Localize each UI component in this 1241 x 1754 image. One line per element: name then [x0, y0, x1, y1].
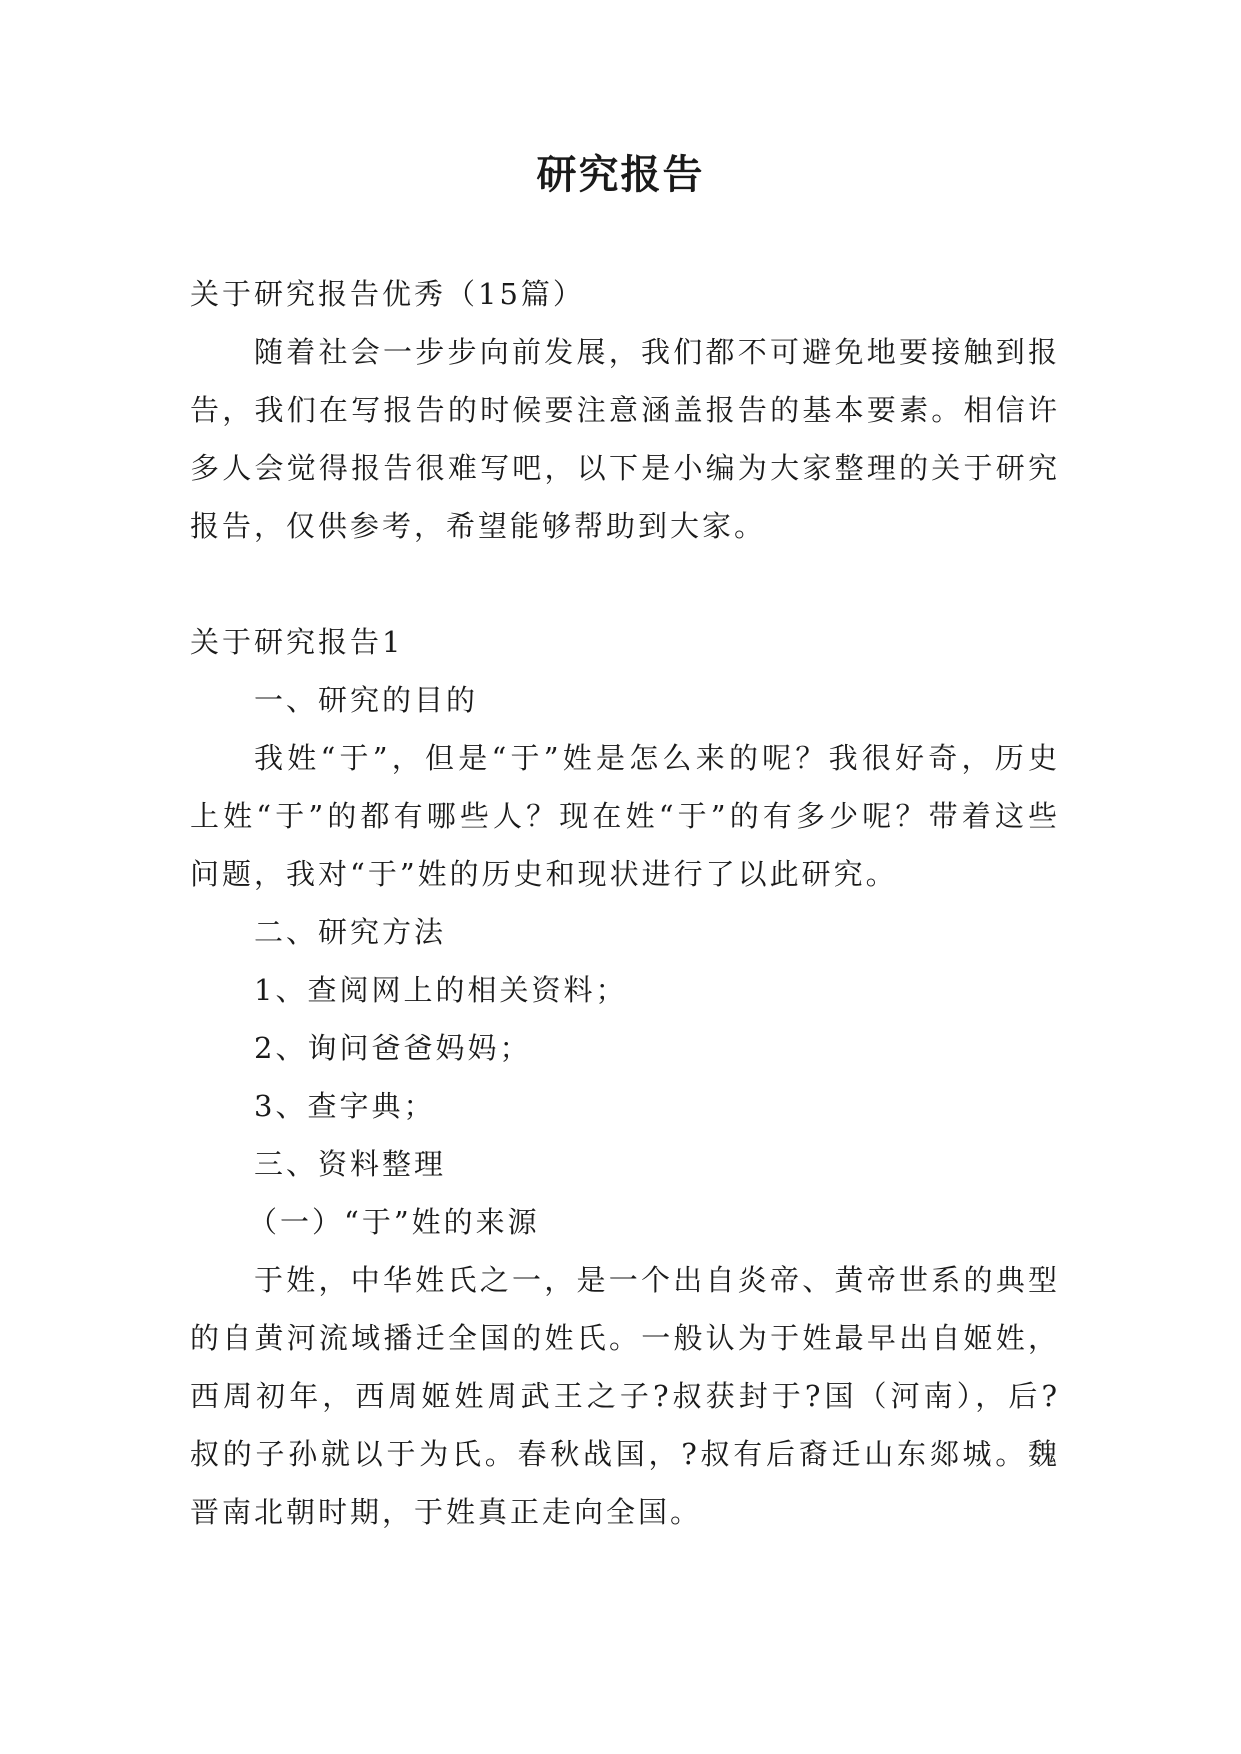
section-spacer: [190, 555, 1060, 613]
subsection-title-origin: （一）“于”姓的来源: [248, 1205, 540, 1239]
origin-paragraph: 于姓，中华姓氏之一，是一个出自炎帝、黄帝世系的典型的自黄河流域播迁全国的姓氏。一般认为于姓最早出自姬姓，西周初年，西周姬姓周武王之子?叔获封于?国（河南），后?叔的子孙就以于为氏。春秋战国，?叔有后裔迁山东郯城。魏晋南北朝时期，于姓真正走向全国。: [190, 1263, 1060, 1529]
section-title-method: 二、研究方法: [254, 915, 447, 949]
document-body: [190, 265, 1060, 1541]
method-item: 1、查阅网上的相关资料；: [254, 973, 628, 1007]
method-item: 2、询问爸爸妈妈；: [254, 1031, 532, 1065]
section-title-purpose: 一、研究的目的: [254, 683, 479, 717]
intro-heading: 关于研究报告优秀（15篇）: [190, 277, 585, 311]
section-title-materials: 三、资料整理: [254, 1147, 447, 1181]
report-heading: 关于研究报告1: [190, 625, 404, 659]
intro-paragraph: 随着社会一步步向前发展，我们都不可避免地要接触到报告，我们在写报告的时候要注意涵盖报告的基本要素。相信许多人会觉得报告很难写吧，以下是小编为大家整理的关于研究报告，仅供参考，希望能够帮助到大家。: [190, 335, 1060, 543]
purpose-paragraph: 我姓“于”，但是“于”姓是怎么来的呢？我很好奇，历史上姓“于”的都有哪些人？现在姓“于”的有多少呢？带着这些问题，我对“于”姓的历史和现状进行了以此研究。: [190, 741, 1060, 891]
page-title: 研究报告: [536, 152, 705, 198]
method-item: 3、查字典；: [254, 1089, 436, 1123]
